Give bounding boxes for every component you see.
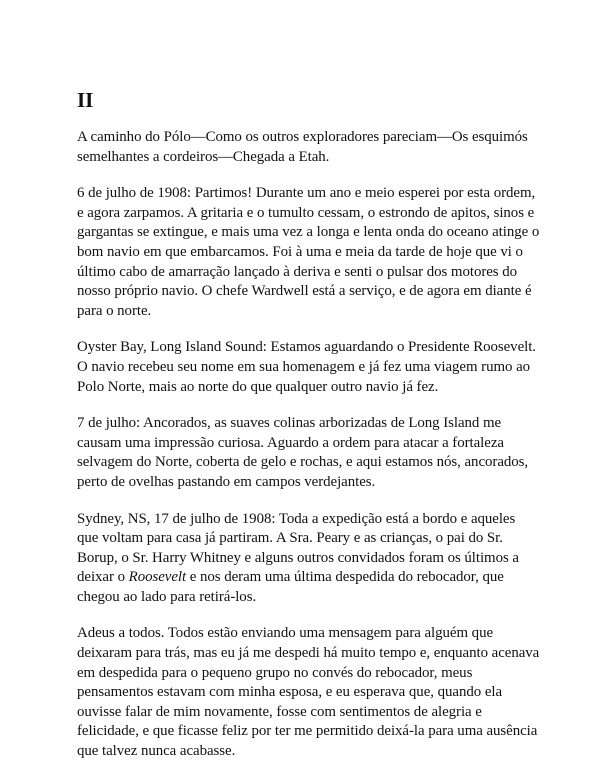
chapter-number: II — [77, 88, 94, 112]
paragraph-sydney-text-before: Sydney, NS, 17 de julho de 1908: Toda a expedição está a bordo e aqueles que voltam para casa já partiram. A Sra. Peary e as crianças, o pai do Sr. Borup, o Sr. Harry Whitney e alguns outros convidados foram os últimos a deixar o — [77, 510, 519, 586]
paragraph-sydney-text-after: e nos deram uma última despedida do rebocador, que chegou ao lado para retirá-los. — [77, 569, 504, 605]
paragraph-sydney — [77, 510, 540, 608]
paragraph-oyster-bay: Oyster Bay, Long Island Sound: Estamos aguardando o Presidente Roosevelt. O navio recebeu seu nome em sua homenagem e já fez uma viagem rumo ao Polo Norte, mais ao norte do que qualquer outro navio já fez. — [77, 339, 536, 395]
paragraph-farewell: Adeus a todos. Todos estão enviando uma mensagem para alguém que deixaram para trás, mas eu já me despedi há muito tempo e, enquanto acenava em despedida para o pequeno grupo no convés do rebocador, meus pensamentos estavam com minha esposa, e eu esperava que, quando ela ouvisse falar de mim novamente, fosse com sentimentos de alegria e felicidade, e que ficasse feliz por ter me permitido deixá-la para uma ausência que talvez nunca acabasse. — [77, 625, 540, 760]
ship-name-roosevelt: Roosevelt — [128, 569, 187, 586]
chapter-summary: A caminho do Pólo—Como os outros exploradores pareciam—Os esquimós semelhantes a cordeiros—Chegada a Etah. — [77, 129, 528, 165]
paragraph-july-6: 6 de julho de 1908: Partimos! Durante um ano e meio esperei por esta ordem, e agora zarpamos. A gritaria e o tumulto cessam, o estrondo de apitos, sinos e gargantas se extingue, e mais uma vez a longa e lenta onda do oceano atinge o bom navio em que embarcamos. Foi à uma e meia da tarde de hoje que vi o último cabo de amarração lançado à deriva e senti o pulsar dos motores do nosso próprio navio. O chefe Wardwell está a serviço, e de agora em diante é para o norte. — [77, 185, 540, 319]
paragraph-july-7: 7 de julho: Ancorados, as suaves colinas arborizadas de Long Island me causam uma impressão curiosa. Aguardo a ordem para atacar a fortaleza selvagem do Norte, coberta de gelo e rochas, e aqui estamos nós, ancorados, perto de ovelhas pastando em campos verdejantes. — [77, 415, 529, 490]
